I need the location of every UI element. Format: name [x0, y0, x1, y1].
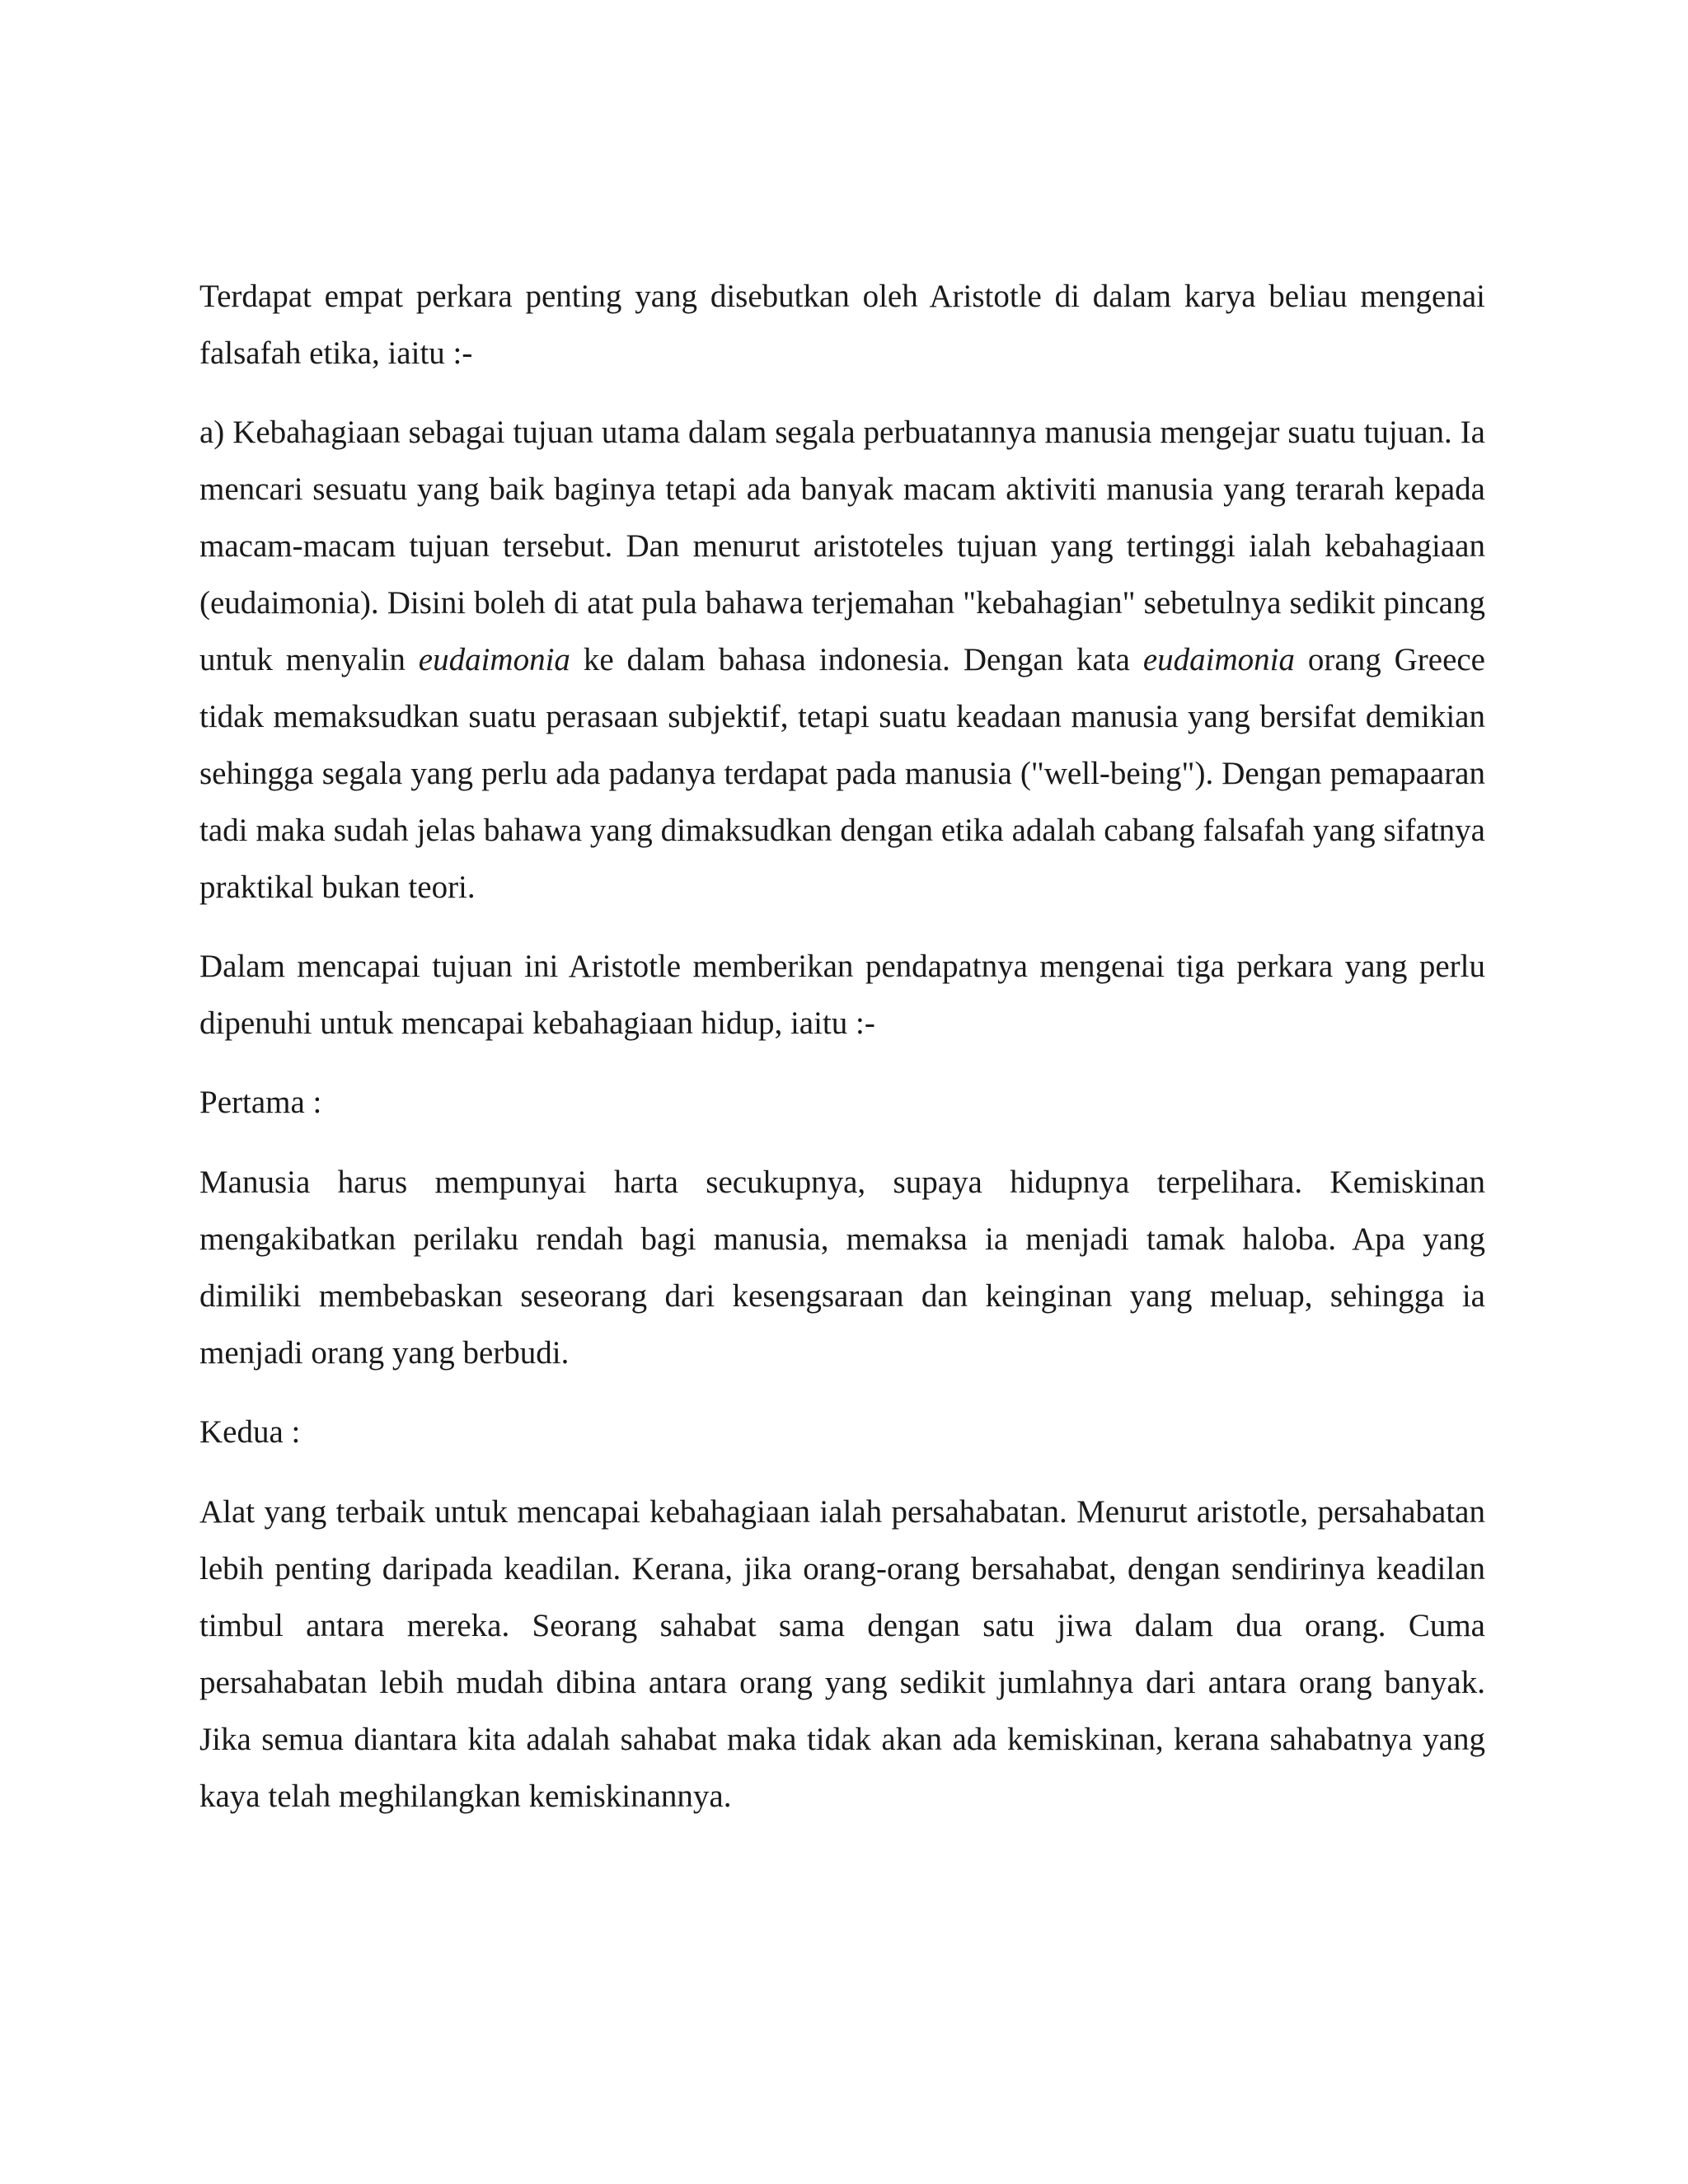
intro-paragraph: Terdapat empat perkara penting yang disebutkan oleh Aristotle di dalam karya beliau mengenai falsafah etika, iaitu :- — [199, 279, 1485, 371]
first-paragraph: Manusia harus mempunyai harta secukupnya, supaya hidupnya terpelihara. Kemiskinan mengakibatkan perilaku rendah bagi manusia, memaksa ia menjadi tamak haloba. Apa yang dimiliki membebaskan seseorang dari kesengsaraan dan keinginan yang meluap, sehingga ia menjadi orang yang berbudi. — [199, 1165, 1485, 1371]
document-body — [199, 268, 1485, 1847]
first-label: Pertama : — [199, 1085, 322, 1120]
point-a-text-3: orang Greece tidak memaksudkan suatu perasaan subjektif, tetapi suatu keadaan manusia yang bersifat demikian sehingga segala yang perlu ada padanya terdapat pada manusia ("well-being"). Dengan pemapaaran tadi maka sudah jelas bahawa yang dimaksudkan dengan etika adalah cabang falsafah yang sifatnya praktikal bukan teori. — [199, 642, 1485, 905]
point-a-italic-2: eudaimonia — [1142, 642, 1296, 677]
point-a-text-2: ke dalam bahasa indonesia. Dengan kata — [570, 642, 1143, 677]
three-things-paragraph: Dalam mencapai tujuan ini Aristotle memberikan pendapatnya mengenai tiga perkara yang perlu dipenuhi untuk mencapai kebahagiaan hidup, iaitu :- — [199, 949, 1485, 1041]
second-label: Kedua : — [199, 1414, 301, 1450]
point-a-text-1: a) Kebahagiaan sebagai tujuan utama dalam segala perbuatannya manusia mengejar suatu tujuan. Ia mencari sesuatu yang baik baginya tetapi ada banyak macam aktiviti manusia yang terarah kepada macam-macam tujuan tersebut. Dan menurut aristoteles tujuan yang tertinggi ialah kebahagiaan (eudaimonia). Disini boleh di atat pula bahawa terjemahan "kebahagian" sebetulnya sedikit pincang untuk menyalin — [199, 415, 1485, 677]
point-a-italic-1: eudaimonia — [418, 642, 570, 677]
second-paragraph: Alat yang terbaik untuk mencapai kebahagiaan ialah persahabatan. Menurut aristotle, persahabatan lebih penting daripada keadilan. Kerana, jika orang-orang bersahabat, dengan sendirinya keadilan timbul antara mereka. Seorang sahabat sama dengan satu jiwa dalam dua orang. Cuma persahabatan lebih mudah dibina antara orang yang sedikit jumlahnya dari antara orang banyak. Jika semua diantara kita adalah sahabat maka tidak akan ada kemiskinan, kerana sahabatnya yang kaya telah meghilangkan kemiskinannya. — [199, 1494, 1485, 1814]
point-a-paragraph — [199, 404, 1485, 916]
